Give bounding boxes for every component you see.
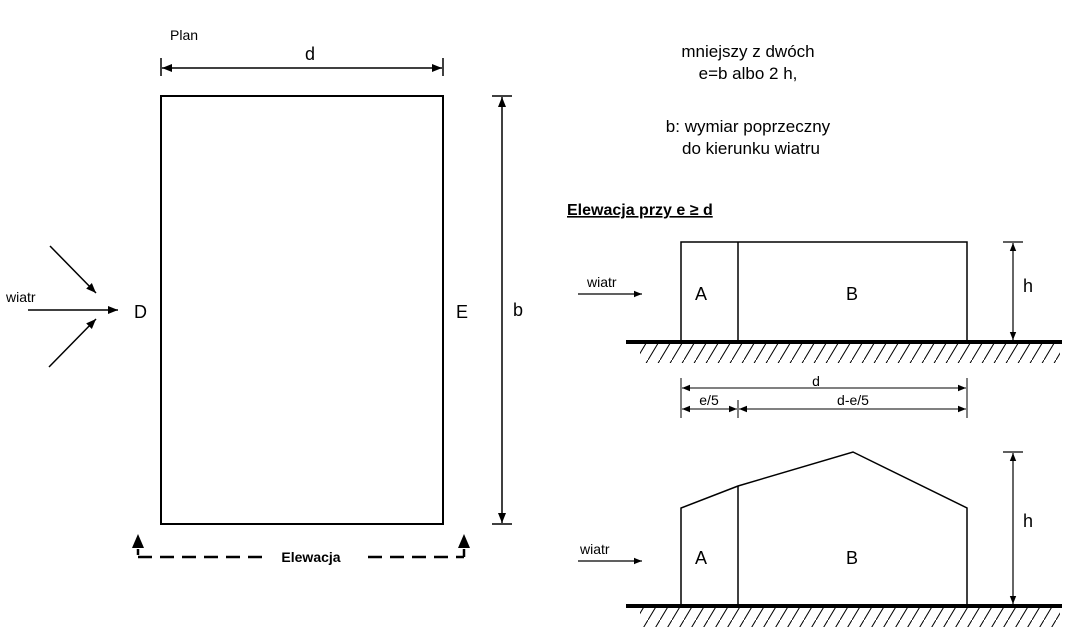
flat-elevation-heading: Elewacja przy e ≥ d [567,202,713,219]
face-d-label: D [134,302,147,322]
flat-rest-label: d-e/5 [837,392,869,408]
building-outline [161,96,443,524]
plan-dimension-b [492,96,523,524]
pitched-building-outline [681,452,967,605]
plan-wind-arrows [5,246,118,367]
plan-title: Plan [170,27,199,43]
pitched-wind-label: wiatr [580,541,610,557]
face-e-label: E [456,302,469,322]
flat-building-outline [681,242,967,341]
flat-d-dimension [681,373,967,418]
flat-zone-b: B [845,284,859,304]
plan-dim-d-label: d [304,44,316,64]
flat-d-label: d [812,373,820,389]
pitched-zone-b: B [845,548,859,568]
note-line-3: b: wymiar poprzeczny [665,117,831,136]
plan-wind-label: wiatr [6,289,36,305]
plan-dim-b-label: b [513,300,524,320]
pitched-zone-a: A [694,548,708,568]
pitched-h-label: h [1023,511,1034,531]
plan-dimension-d [161,44,443,76]
note-line-2: e=b albo 2 h, [698,64,798,83]
flat-elevation [567,202,1062,418]
notes [666,42,831,158]
elevation-section-marker [132,534,470,565]
plan-view [5,27,523,565]
flat-wind-label: wiatr [587,274,617,290]
note-line-1: mniejszy z dwóch [681,42,815,61]
flat-h-label: h [1023,276,1034,296]
note-line-4: do kierunku wiatru [682,139,820,158]
pitched-elevation [578,452,1062,627]
flat-zone-a: A [694,284,708,304]
flat-ground-hatch [640,343,1060,363]
pitched-ground-hatch [640,607,1060,627]
flat-e5-label: e/5 [699,392,719,408]
elevation-label: Elewacja [281,549,341,565]
